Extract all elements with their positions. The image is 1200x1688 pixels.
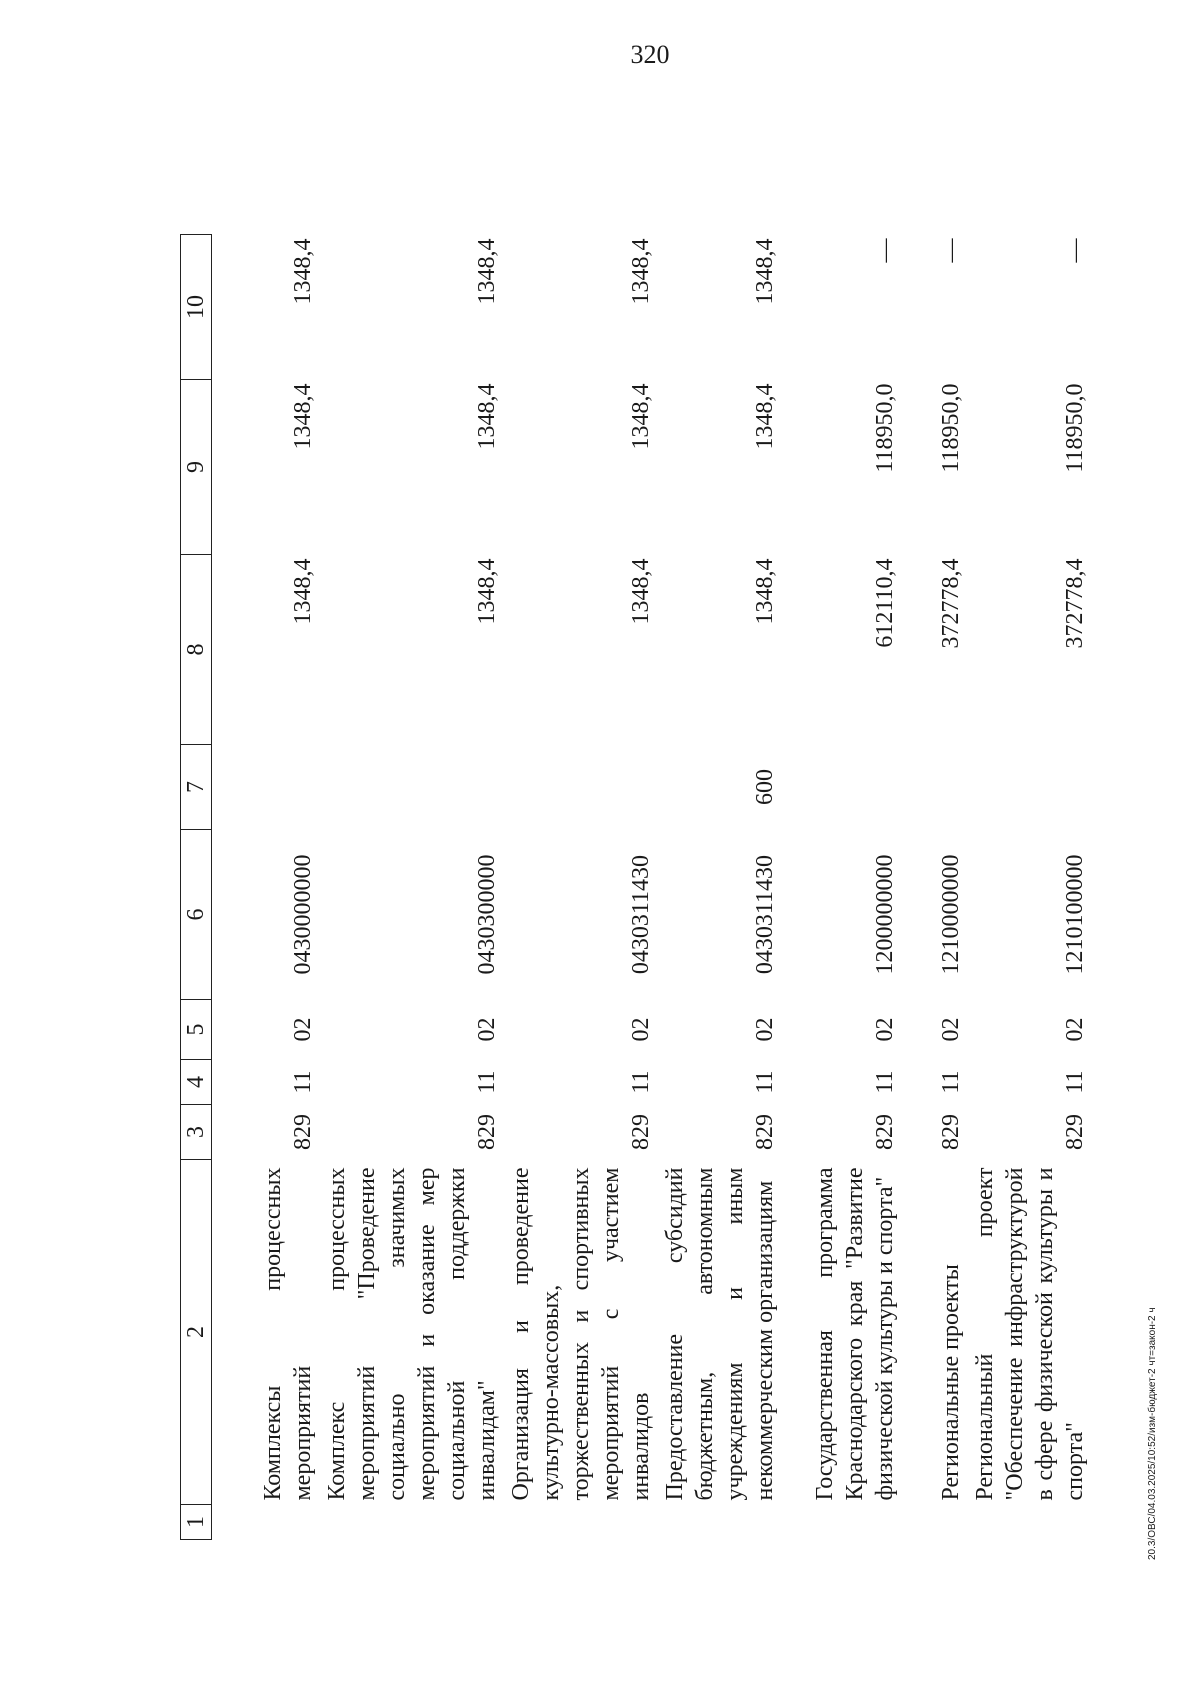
row-name: Организация и проведение культурно-массовых, торжественных и спортивных мероприятий с участием инвалидов: [507, 1167, 654, 1501]
cell-sum-8: 612110,4: [871, 558, 898, 648]
cell-sum-8: 1348,4: [751, 558, 778, 625]
header-cell: 10: [181, 235, 212, 380]
cell-rz: 11: [289, 1070, 316, 1094]
cell-sum-10: 1348,4: [473, 238, 500, 305]
cell-vr: 600: [751, 769, 778, 805]
cell-csr: 1210000000: [937, 854, 964, 975]
cell-sum-10: 1348,4: [751, 238, 778, 305]
row-name: Региональный проект "Обеспечение инфраструктурой в сфере физической культуры и спорта": [971, 1167, 1088, 1501]
cell-csr: 0430000000: [289, 854, 316, 975]
cell-ved: 829: [627, 1114, 654, 1150]
cell-ved: 829: [751, 1114, 778, 1150]
cell-sum-10: —: [1061, 238, 1088, 263]
cell-csr: 1200000000: [871, 854, 898, 975]
header-cell: 3: [181, 1105, 212, 1160]
table-row: [968, 235, 1092, 1540]
header-cell: 1: [181, 1505, 212, 1540]
cell-sum-10: 1348,4: [289, 238, 316, 305]
cell-vr: [968, 745, 1092, 830]
cell-sum-10: —: [937, 238, 964, 263]
cell-pr: 02: [751, 1017, 778, 1042]
row-name: Предоставление субсидий бюджетным, автономным учреждениям и иным некоммерческим организациям: [661, 1167, 778, 1501]
cell-sum-10: —: [871, 238, 898, 263]
cell-sum-8: 372778,4: [1061, 558, 1088, 649]
cell-pr: 02: [937, 1017, 964, 1042]
header-cell: 2: [181, 1160, 212, 1505]
cell-ved: 829: [1061, 1114, 1088, 1150]
cell-pr: 02: [1061, 1017, 1088, 1042]
table-row: [212, 235, 320, 1540]
cell-vr: [504, 745, 658, 830]
budget-table: [180, 234, 1092, 1540]
cell-sum-9: 1348,4: [473, 383, 500, 450]
cell-rz: 11: [627, 1070, 654, 1094]
table-row: [782, 235, 902, 1540]
cell-sum-9: 1348,4: [289, 383, 316, 450]
document-footer-code: 20.3/ОВС/04.03.2025/10:52/изм-бюджет-2 чт=закон-2 ч: [1147, 1307, 1158, 1560]
page-number: 320: [630, 40, 670, 69]
cell-rz: 11: [473, 1070, 500, 1094]
cell-sum-8: 1348,4: [473, 558, 500, 625]
cell-sum-8: 372778,4: [937, 558, 964, 649]
row-name: Комплексы процессных мероприятий: [259, 1167, 316, 1501]
cell-vr: [782, 745, 902, 830]
cell-sum-9: 118950,0: [937, 383, 964, 473]
row-name: Региональные проекты: [937, 1264, 964, 1501]
cell-pr: 02: [473, 1017, 500, 1042]
row-name: Государственная программа Краснодарского края "Развитие физической культуры и спорта": [811, 1167, 898, 1501]
cell-csr: 0430311430: [751, 854, 778, 975]
header-cell: 9: [181, 380, 212, 555]
row-name: Комплекс процессных мероприятий "Проведение социально значимых мероприятий и оказание мер социальной поддержки инвалидам": [323, 1167, 500, 1501]
cell-rz: 11: [871, 1070, 898, 1094]
cell-vr: [902, 745, 968, 830]
cell-ved: 829: [937, 1114, 964, 1150]
cell-sum-9: 1348,4: [751, 383, 778, 450]
table-row: [658, 235, 782, 1540]
cell-rz: 11: [1061, 1070, 1088, 1094]
header-cell: 8: [181, 555, 212, 745]
cell-sum-10: 1348,4: [627, 238, 654, 305]
cell-sum-9: 1348,4: [627, 383, 654, 450]
cell-pr: 02: [871, 1017, 898, 1042]
cell-sum-9: 118950,0: [871, 383, 898, 473]
cell-rz: 11: [937, 1070, 964, 1094]
header-cell: 5: [181, 1000, 212, 1060]
cell-sum-8: 1348,4: [289, 558, 316, 625]
cell-pr: 02: [627, 1017, 654, 1042]
cell-csr: 0430311430: [627, 854, 654, 975]
rotated-table-area: [0, 115, 1088, 1540]
table-row: [504, 235, 658, 1540]
cell-vr: [212, 745, 320, 830]
cell-csr: 0430300000: [473, 854, 500, 975]
cell-pr: 02: [289, 1017, 316, 1042]
header-cell: 4: [181, 1060, 212, 1105]
cell-sum-9: 118950,0: [1061, 383, 1088, 473]
cell-ved: 829: [871, 1114, 898, 1150]
cell-rz: 11: [751, 1070, 778, 1094]
table-header-row: [181, 235, 212, 1540]
cell-ved: 829: [473, 1114, 500, 1150]
cell-sum-8: 1348,4: [627, 558, 654, 625]
header-cell: 6: [181, 830, 212, 1000]
table-row: [902, 235, 968, 1540]
table-row: [320, 235, 504, 1540]
cell-csr: 1210100000: [1061, 854, 1088, 975]
cell-ved: 829: [289, 1114, 316, 1150]
header-cell: 7: [181, 745, 212, 830]
cell-vr: [320, 745, 504, 830]
